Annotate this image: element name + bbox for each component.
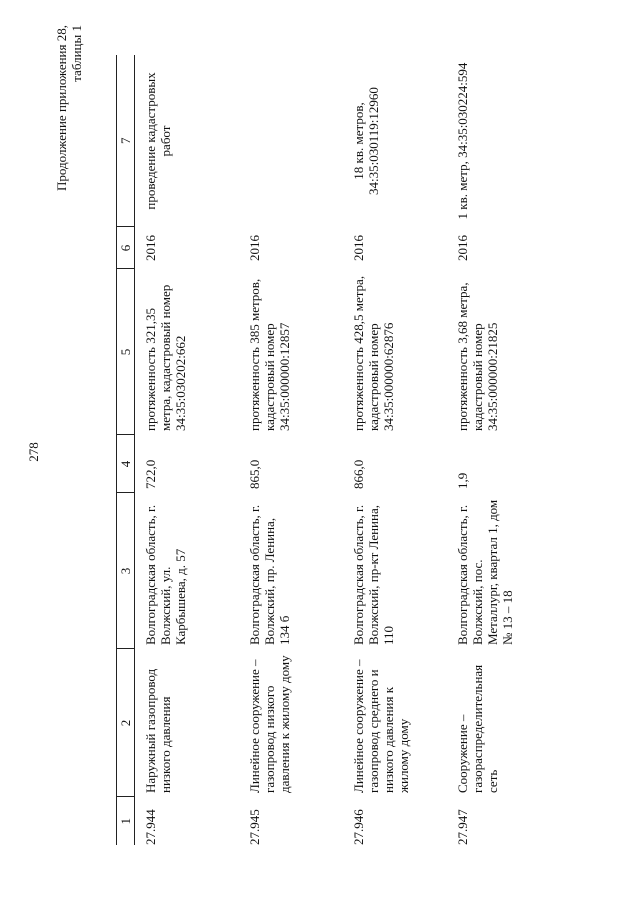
object-description: протяженность 385 метров, кадастровый номер 34:35:000000:12857 — [246, 278, 292, 431]
object-address: Волгоградская область, г. Волжский, ул. Карбышева, д. 57 — [143, 504, 188, 645]
object-note: 1 кв. метр, 34:35:030224:594 — [454, 62, 470, 220]
object-note: проведение кадастровых работ — [143, 72, 173, 210]
table-caption — [54, 25, 84, 875]
object-address: Волгоградская область, г. Волжский, пр. Ленина, 134 б — [246, 504, 292, 645]
object-value: 866,0 — [350, 459, 366, 489]
header-row — [117, 55, 135, 845]
object-description: протяженность 428,5 метра, кадастровый номер 34:35:000000:62876 — [350, 275, 396, 431]
object-year: 2016 — [454, 235, 470, 261]
object-year: 2016 — [143, 235, 158, 261]
table-row — [447, 55, 551, 845]
object-year: 2016 — [246, 235, 262, 261]
object-value: 1,9 — [454, 472, 470, 489]
row-number: 27.947 — [454, 809, 470, 845]
table-row — [343, 55, 447, 845]
column-header-7: 7 — [117, 55, 135, 227]
column-header-2: 2 — [117, 649, 135, 797]
table-row — [135, 55, 239, 845]
object-description: протяженность 3,68 метра, кадастровый номер 34:35:000000:21825 — [454, 282, 500, 431]
caption-line-1: Продолжение приложения 28, — [54, 25, 69, 192]
caption-line-2: таблицы 1 — [69, 25, 84, 82]
object-name: Линейное сооружение – газопровод низкого давления к жилому дому — [246, 655, 292, 793]
object-value: 865,0 — [246, 459, 262, 489]
row-number: 27.946 — [350, 809, 366, 845]
column-header-4: 4 — [117, 435, 135, 493]
object-note — [239, 55, 343, 227]
column-header-5: 5 — [117, 269, 135, 435]
object-note: 18 кв. метров, 34:35:030119:12960 — [350, 87, 381, 195]
table-row — [239, 55, 343, 845]
property-table — [116, 55, 551, 845]
object-name: Сооружение – газораспределительная сеть — [454, 664, 500, 793]
object-description: протяженность 321,35 метра, кадастровый номер 34:35:030202:662 — [143, 284, 188, 431]
column-header-1: 1 — [117, 797, 135, 845]
object-year: 2016 — [350, 235, 366, 261]
object-name: Наружный газопровод низкого давления — [143, 668, 173, 793]
row-number: 27.945 — [246, 809, 262, 845]
column-header-3: 3 — [117, 493, 135, 649]
column-header-6: 6 — [117, 227, 135, 269]
object-name: Линейное сооружение – газопровод среднего и низкого давления к жилому дому — [350, 659, 411, 793]
row-number: 27.944 — [143, 809, 158, 845]
object-value: 722,0 — [143, 459, 158, 489]
page-number: 278 — [26, 442, 41, 462]
object-address: Волгоградская область, г. Волжский, пр-кт Ленина, 110 — [350, 504, 396, 645]
object-address: Волгоградская область, г. Волжский, пос. Металлург, квартал 1, дом № 13 – 18 — [454, 499, 515, 645]
